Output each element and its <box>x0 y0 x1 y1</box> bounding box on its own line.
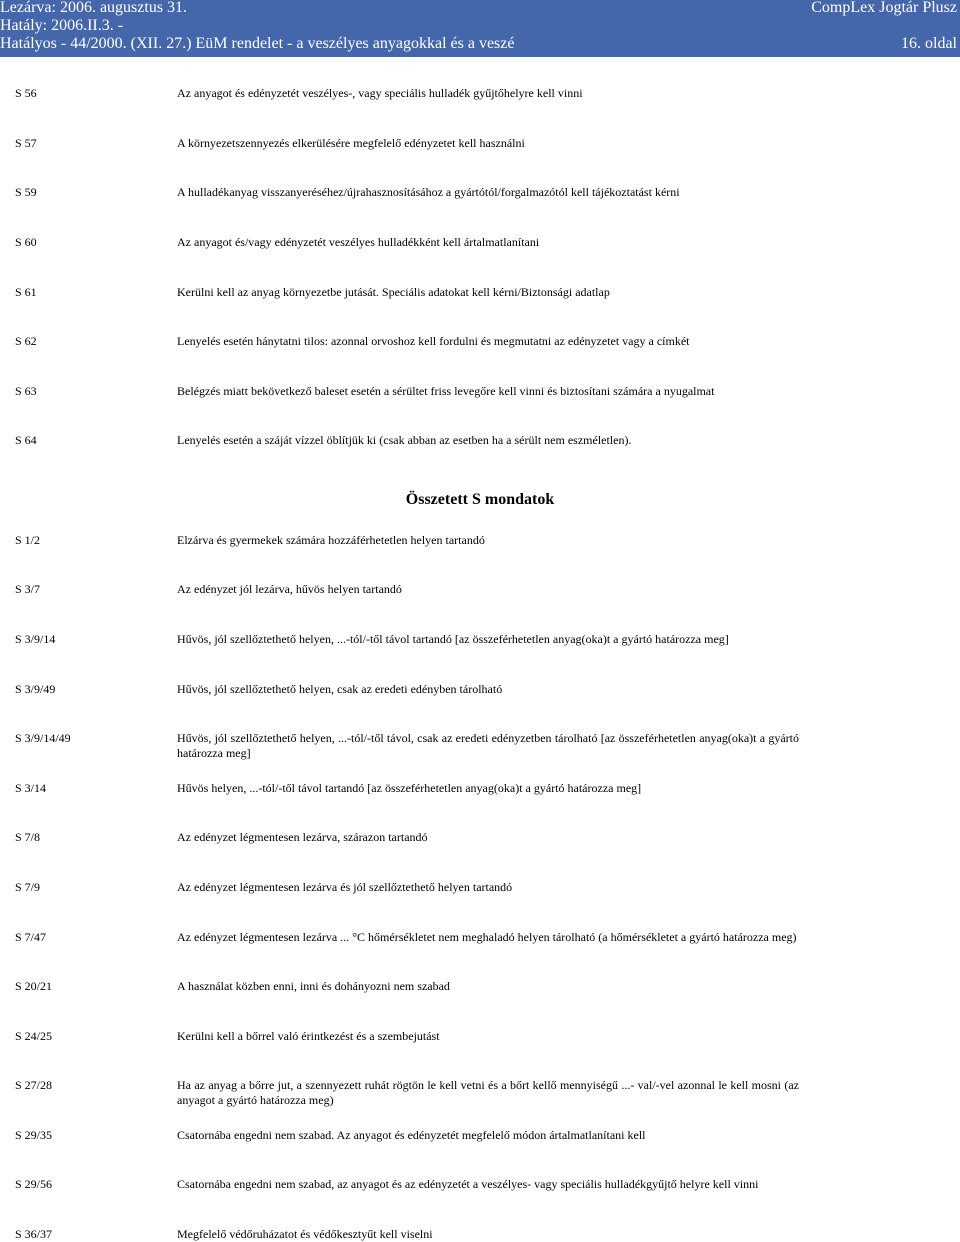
product-name: CompLex Jogtár Plusz <box>811 0 957 16</box>
s-phrase-code: S 64 <box>15 433 37 447</box>
section-title: Összetett S mondatok <box>405 491 555 508</box>
s-phrase-code: S 3/14 <box>15 781 47 795</box>
s-phrase-code: S 56 <box>15 86 37 100</box>
s-phrase-code: S 3/7 <box>15 582 41 596</box>
s-phrase-text: A hulladékanyag visszanyeréséhez/újrahasznosításához a gyártótól/forgalmazótól kell tájékoztatást kérni <box>177 185 680 199</box>
s-phrase-code: S 7/8 <box>15 830 41 844</box>
s-phrase-text: Hűvös, jól szellőztethető helyen, csak az eredeti edényben tárolható <box>177 682 503 696</box>
validity-date: Hatály: 2006.II.3. - <box>0 17 124 34</box>
s-phrase-text: Hűvös, jól szellőztethető helyen, ...-tól/-től távol tartandó [az összeférhetetlen anyag(oka)t a gyártó határozza meg] <box>177 632 729 646</box>
s-phrase-code: S 62 <box>15 334 37 348</box>
s-phrase-text: Csatornába engedni nem szabad, az anyagot és az edényzetét a veszélyes- vagy speciális hulladékgyűjtő helyre kell vinni <box>177 1177 759 1191</box>
s-phrase-text: Elzárva és gyermekek számára hozzáférhetetlen helyen tartandó <box>177 533 485 547</box>
s-phrase-text: Az anyagot és edényzetét veszélyes-, vagy speciális hulladék gyűjtőhelyre kell vinni <box>177 86 583 100</box>
page-number: 16. oldal <box>901 35 957 52</box>
closing-date: Lezárva: 2006. augusztus 31. <box>0 0 188 16</box>
s-phrase-text: A használat közben enni, inni és dohányozni nem szabad <box>177 979 450 993</box>
s-phrase-text: Kerülni kell az anyag környezetbe jutását. Speciális adatokat kell kérni/Biztonsági adatlap <box>177 285 610 299</box>
s-phrase-text: Lenyelés esetén a száját vízzel öblítjük ki (csak abban az esetben ha a sérült nem eszméletlen). <box>177 433 632 447</box>
s-phrase-text: Lenyelés esetén hánytatni tilos: azonnal orvoshoz kell fordulni és megmutatni az edényzetet vagy a címkét <box>177 334 690 348</box>
s-phrase-text: Belégzés miatt bekövetkező baleset esetén a sérültet friss levegőre kell vinni és biztosítani számára a nyugalmat <box>177 384 715 398</box>
s-phrase-code: S 27/28 <box>15 1078 53 1092</box>
document-title: Hatályos - 44/2000. (XII. 27.) EüM rendelet - a veszélyes anyagokkal és a veszé <box>0 35 515 52</box>
s-phrase-code: S 29/35 <box>15 1128 53 1142</box>
s-phrase-code: S 3/9/14 <box>15 632 56 646</box>
s-phrase-code: S 59 <box>15 185 37 199</box>
s-phrase-code: S 20/21 <box>15 979 53 993</box>
s-phrase-code: S 61 <box>15 285 37 299</box>
s-phrase-text: Az edényzet légmentesen lezárva és jól szellőztethető helyen tartandó <box>177 880 513 894</box>
s-phrase-code: S 24/25 <box>15 1029 53 1043</box>
s-phrase-code: S 1/2 <box>15 533 41 547</box>
s-phrase-text: Az edényzet légmentesen lezárva ... °C hőmérsékletet nem meghaladó helyen tárolható (a hőmérsékletet a gyártó határozza meg) <box>177 930 797 944</box>
s-phrase-text: A környezetszennyezés elkerülésére megfelelő edényzetet kell használni <box>177 136 525 150</box>
s-phrase-code: S 57 <box>15 136 37 150</box>
s-phrase-code: S 63 <box>15 384 37 398</box>
s-phrase-text: Az edényzet légmentesen lezárva, szárazon tartandó <box>177 830 428 844</box>
s-phrase-code: S 3/9/14/49 <box>15 731 71 745</box>
s-phrase-text: Hűvös helyen, ...-tól/-től távol tartandó [az összeférhetetlen anyag(oka)t a gyártó határozza meg] <box>177 781 642 795</box>
document-header <box>0 0 960 57</box>
s-phrase-text: Csatornába engedni nem szabad. Az anyagot és edényzetét megfelelő módon ártalmatlanítani kell <box>177 1128 646 1142</box>
s-phrase-code: S 36/37 <box>15 1227 53 1241</box>
s-phrase-code: S 3/9/49 <box>15 682 56 696</box>
s-phrase-text: Kerülni kell a bőrrel való érintkezést és a szembejutást <box>177 1029 440 1043</box>
s-phrase-text: Hűvös, jól szellőztethető helyen, ...-tól/-től távol, csak az eredeti edényzetben tárolható [az összeférhetetlen anyag(oka)t a gyártó határozza meg] <box>177 731 799 760</box>
s-phrase-code: S 7/9 <box>15 880 41 894</box>
s-phrase-code: S 60 <box>15 235 37 249</box>
s-phrase-text: Az anyagot és/vagy edényzetét veszélyes hulladékként kell ártalmatlanítani <box>177 235 540 249</box>
s-phrase-text: Az edényzet jól lezárva, hűvös helyen tartandó <box>177 582 402 596</box>
s-phrase-code: S 29/56 <box>15 1177 53 1191</box>
s-phrase-text: Ha az anyag a bőrre jut, a szennyezett ruhát rögtön le kell vetni és a bőrt kellő mennyiségű ...- val/-vel azonnal le kell mosni (az anyagot a gyártó határozza meg) <box>177 1078 799 1107</box>
s-phrase-text: Megfelelő védőruházatot és védőkesztyűt kell viselni <box>177 1227 433 1241</box>
s-phrase-code: S 7/47 <box>15 930 47 944</box>
